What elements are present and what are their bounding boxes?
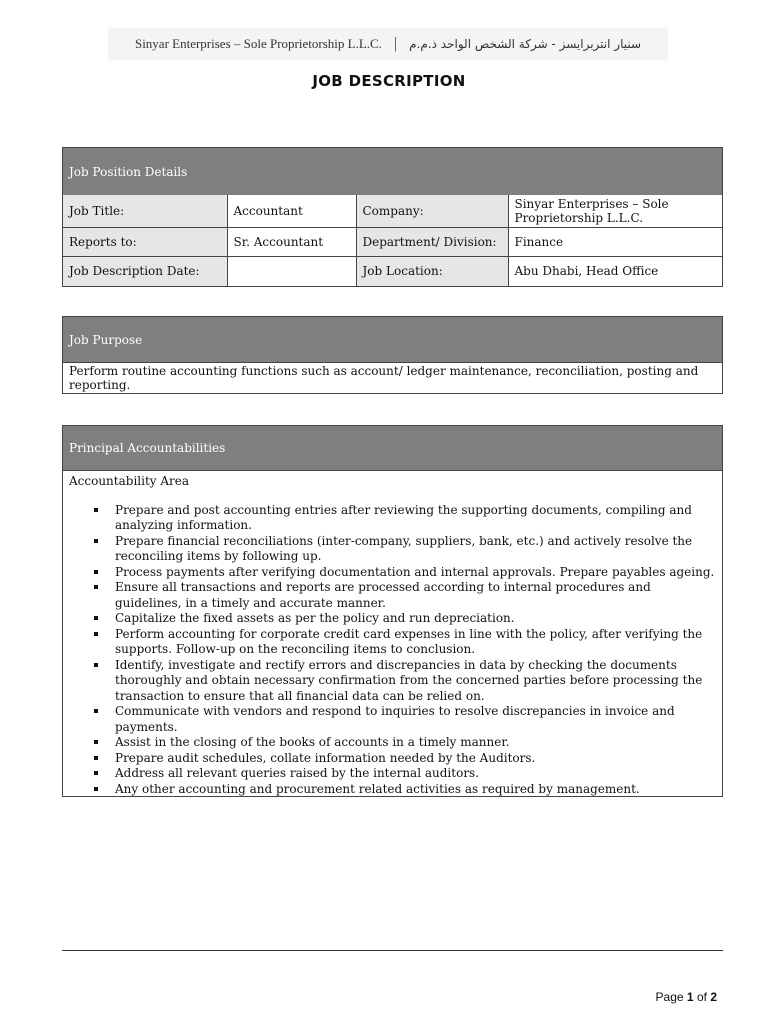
page-word: Page bbox=[655, 990, 684, 1004]
list-item: Any other accounting and procurement related activities as required by management. bbox=[115, 782, 716, 798]
list-item: Process payments after verifying documentation and internal approvals. Prepare payables ageing. bbox=[115, 564, 715, 579]
company-name-arabic: سنيار انتربرايسز - شركة الشخص الواحد ذ.م.م bbox=[409, 37, 642, 51]
company-label: Company: bbox=[356, 195, 508, 228]
list-item: Communicate with vendors and respond to inquiries to resolve discrepancies in invoice and payments. bbox=[115, 704, 716, 735]
of-word: of bbox=[696, 990, 707, 1004]
accountability-area-label: Accountability Area bbox=[69, 474, 190, 488]
table-row bbox=[63, 195, 722, 228]
accountabilities-body bbox=[63, 471, 722, 807]
department-value: Finance bbox=[508, 228, 722, 257]
job-description-date-label: Job Description Date: bbox=[63, 257, 227, 286]
company-value: Sinyar Enterprises – Sole Proprietorship L.L.C. bbox=[508, 195, 722, 228]
letterhead-separator: | bbox=[393, 35, 398, 52]
letterhead bbox=[108, 28, 668, 60]
current-page: 1 bbox=[686, 990, 694, 1004]
job-position-section bbox=[62, 147, 723, 287]
list-item: Assist in the closing of the books of accounts in a timely manner. bbox=[115, 735, 716, 751]
page-number bbox=[656, 990, 717, 1004]
department-label: Department/ Division: bbox=[356, 228, 508, 257]
job-purpose-header: Job Purpose bbox=[63, 317, 722, 363]
job-description-date-value bbox=[227, 257, 356, 286]
list-item: Identify, investigate and rectify errors and discrepancies in data by checking the documents thoroughly and obtain necessary confirmation from the concerned parties before processing the transaction to ensure that all financial data can be relied on. bbox=[115, 658, 716, 705]
list-item: Perform accounting for corporate credit card expenses in line with the policy, after verifying the supports. Follow-up on the reconciling items to conclusion. bbox=[115, 627, 716, 658]
list-item: Capitalize the fixed assets as per the policy and run depreciation. bbox=[115, 611, 716, 627]
list-item: Prepare audit schedules, collate information needed by the Auditors. bbox=[115, 751, 716, 767]
list-item: Address all relevant queries raised by the internal auditors. bbox=[115, 766, 716, 782]
total-pages: 2 bbox=[710, 990, 717, 1004]
table-row bbox=[63, 228, 722, 257]
job-location-value: Abu Dhabi, Head Office bbox=[508, 257, 722, 286]
job-title-label: Job Title: bbox=[63, 195, 227, 228]
job-purpose-text: Perform routine accounting functions such as account/ ledger maintenance, reconciliation, posting and reporting. bbox=[69, 364, 699, 392]
job-position-header: Job Position Details bbox=[63, 148, 722, 195]
list-item: Prepare and post accounting entries after reviewing the supporting documents, compiling and analyzing information. bbox=[115, 503, 716, 534]
list-item: Ensure all transactions and reports are processed according to internal procedures and guidelines, in a timely and accurate manner. bbox=[115, 580, 716, 611]
document-title: JOB DESCRIPTION bbox=[312, 72, 466, 90]
job-purpose-section bbox=[62, 316, 723, 394]
job-title-value: Accountant bbox=[227, 195, 356, 228]
company-name-english: Sinyar Enterprises – Sole Proprietorship L.L.C. bbox=[134, 36, 382, 51]
accountabilities-header: Principal Accountabilities bbox=[63, 426, 722, 471]
accountabilities-section bbox=[62, 425, 723, 797]
table-row bbox=[63, 257, 722, 286]
reports-to-label: Reports to: bbox=[63, 228, 227, 257]
accountabilities-list bbox=[69, 503, 716, 798]
job-location-label: Job Location: bbox=[356, 257, 508, 286]
job-position-table bbox=[63, 195, 722, 286]
footer-divider bbox=[62, 950, 723, 951]
list-item: Prepare financial reconciliations (inter-company, suppliers, bank, etc.) and actively resolve the reconciling items by following up. bbox=[115, 534, 716, 565]
reports-to-value: Sr. Accountant bbox=[227, 228, 356, 257]
